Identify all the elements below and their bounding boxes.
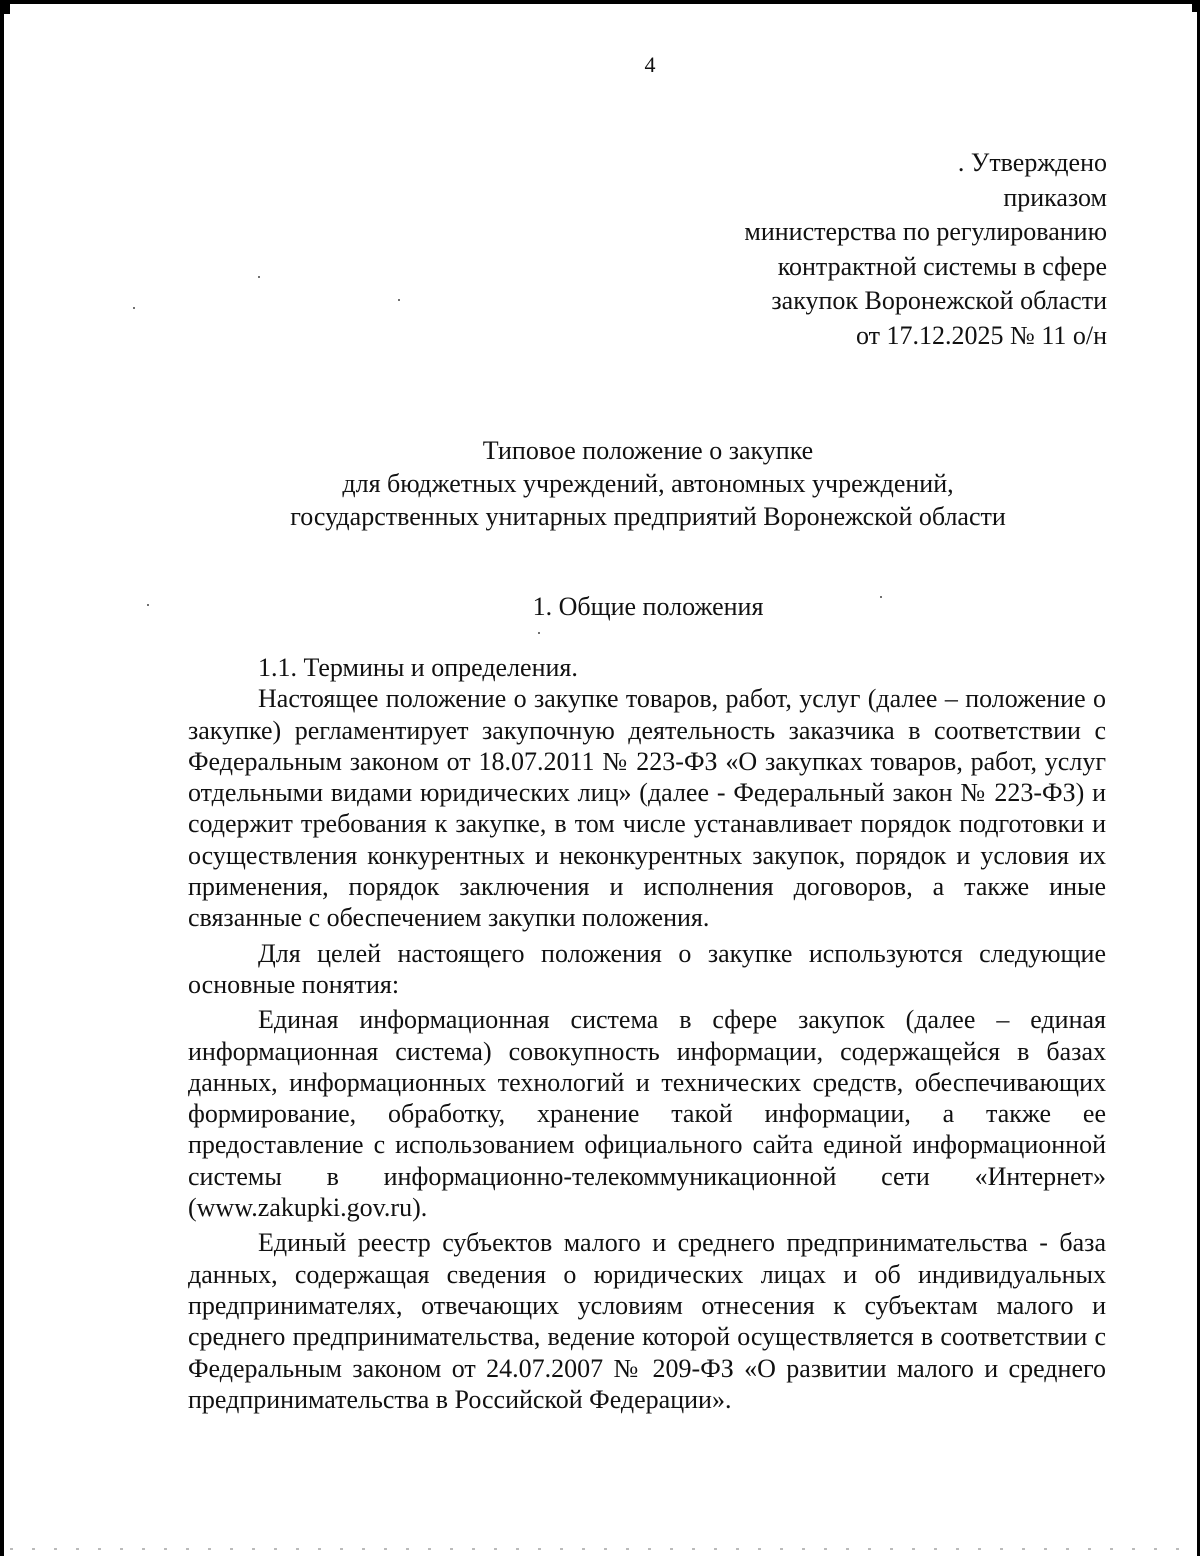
scan-corner-top-left xyxy=(0,0,10,14)
approval-line: министерства по регулированию xyxy=(744,217,1107,246)
scan-speck xyxy=(258,276,260,278)
scan-speck xyxy=(147,604,149,606)
approval-line: контрактной системы в сфере xyxy=(777,251,1107,281)
scan-bottom-noise xyxy=(10,1548,1190,1550)
scan-speck xyxy=(538,632,540,634)
approval-line: . Утверждено xyxy=(957,148,1107,177)
document-body xyxy=(188,652,1106,1415)
approval-line: от 17.12.2025 № 11 о/н xyxy=(856,320,1107,350)
approval-stamp-block xyxy=(744,146,1107,353)
scan-speck xyxy=(880,596,882,598)
approval-line: приказом xyxy=(1003,182,1107,212)
title-line: Типовое положение о закупке xyxy=(482,436,814,465)
title-line: государственных унитарных предприятий Воронежской области xyxy=(290,502,1006,531)
subsection-heading: 1.1. Термины и определения. xyxy=(258,653,578,682)
body-paragraph: Для целей настоящего положения о закупке используются следующие основные понятия: xyxy=(188,938,1106,999)
scan-border-top xyxy=(0,0,1200,4)
scan-speck xyxy=(133,307,135,309)
body-paragraph: Единый реестр субъектов малого и среднего предпринимательства - база данных, содержащая сведения о юридических лицах и об индивидуальных предпринимателях, отвечающих условиям отнесения к субъектам малого и среднего предпринимательства, ведение которой осуществляется в соответствии с Федеральным законом от 24.07.2007 № 209-ФЗ «О развитии малого и среднего предпринимательства в Российской Федерации». xyxy=(188,1228,1106,1414)
page-number: 4 xyxy=(644,52,656,77)
approval-line: закупок Воронежской области xyxy=(771,286,1107,315)
document-title xyxy=(0,434,1200,533)
scan-corner-top-right xyxy=(1192,0,1200,12)
scan-speck xyxy=(398,299,400,301)
scan-border-left xyxy=(0,0,4,1556)
body-paragraph: Единая информационная система в сфере закупок (далее – единая информационная система) совокупность информации, содержащейся в базах данных, информационных технологий и технических средств, обеспечивающих формирование, обработку, хранение такой информации, а также ее предоставление с использованием официального сайта единой информационной системы в информационно-телекоммуникационной сети «Интернет» (www.zakupki.gov.ru). xyxy=(188,1005,1106,1223)
title-line: для бюджетных учреждений, автономных учреждений, xyxy=(342,469,954,498)
section-heading: 1. Общие положения xyxy=(532,592,764,621)
body-paragraph: Настоящее положение о закупке товаров, работ, услуг (далее – положение о закупке) регламентирует закупочную деятельность заказчика в соответствии с Федеральным законом от 18.07.2011 № 223-ФЗ «О закупках товаров, работ, услуг отдельными видами юридических лиц» (далее - Федеральный закон № 223-ФЗ) и содержит требования к закупке, в том числе устанавливает порядок подготовки и осуществления конкурентных и неконкурентных закупок, порядок и условия их применения, порядок заключения и исполнения договоров, а также иные связанные с обеспечением закупки положения. xyxy=(188,684,1106,933)
